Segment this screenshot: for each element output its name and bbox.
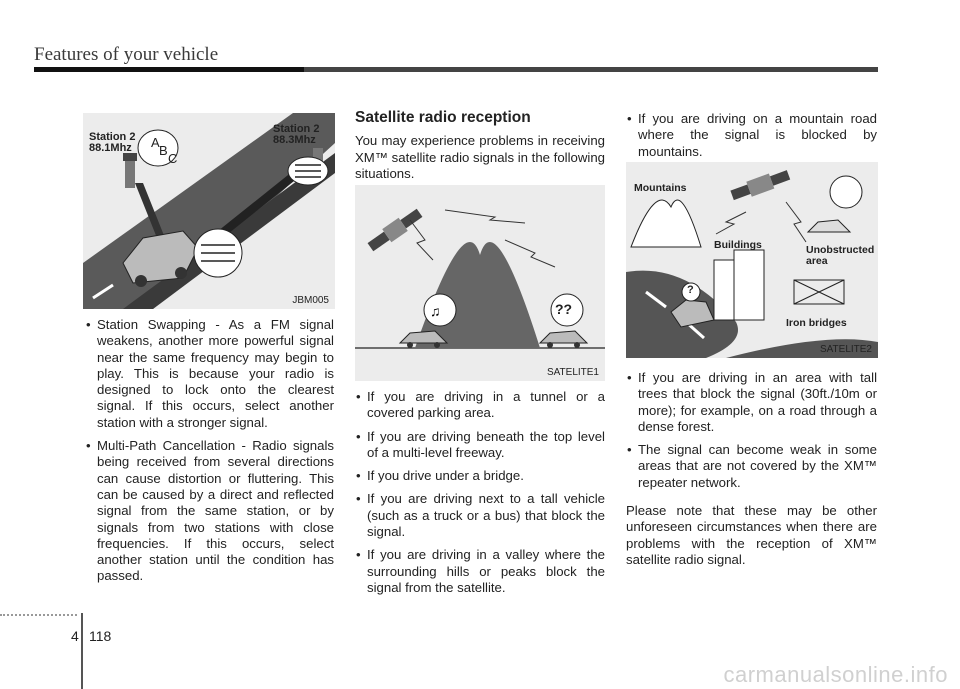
- label-a-bubble: A: [151, 135, 160, 150]
- station-b-label: Station 2: [273, 123, 320, 135]
- middle-column: [355, 110, 605, 182]
- right-bullets: [626, 370, 877, 568]
- figure-satellite-2: [626, 162, 878, 358]
- figure-caption: SATELITE2: [819, 344, 872, 355]
- bullet-multipath: • Multi-Path Cancellation - Radio signals being received from several directions can cause distortion or fluttering. This can be caused by a direct and reflected signal from the same station, or by signals from two stations with close frequencies. If this occurs, select another station until the condition has passed.: [85, 438, 334, 585]
- question-marks: ??: [555, 301, 573, 317]
- freq-b-label: 88.3Mhz: [273, 134, 316, 146]
- right-top: [626, 111, 877, 167]
- label-c-bubble: C: [168, 151, 178, 166]
- satellite-hill-illustration: [355, 185, 605, 381]
- watermark: carmanualsonline.info: [723, 662, 948, 687]
- iron-bridges-label: Iron bridges: [786, 317, 847, 329]
- figure-caption: SATELITE1: [546, 367, 599, 378]
- figure-station-swapping: [83, 113, 335, 309]
- music-note-icon: ♫: [430, 303, 441, 319]
- mountains-label: Mountains: [634, 182, 687, 194]
- question-mark: ?: [687, 284, 694, 296]
- bullet-valley: • If you are driving in a valley where the surrounding hills or peaks block the signal from the satellite.: [355, 547, 605, 596]
- label-b-bubble: B: [159, 143, 168, 158]
- bullet-tall-trees: • If you are driving in an area with tall trees that block the signal (30ft./10m or more); for example, on a road through a dense forest.: [626, 370, 877, 435]
- bullet-station-swapping: • Station Swapping - As a FM signal weakens, another more powerful signal near the same frequency may begin to play. This is because your radio is designed to lock onto the clearest signal. If this occurs, select another station with a stronger signal.: [85, 317, 334, 431]
- figure-caption: JBM005: [292, 295, 329, 306]
- bullet-bridge: • If you drive under a bridge.: [355, 468, 605, 484]
- footer-dotted-line: [0, 614, 77, 616]
- area-label: area: [806, 255, 828, 267]
- chapter-number: 4: [71, 628, 79, 644]
- closing-paragraph: Please note that these may be other unforeseen circumstances when there are problems with the reception of XM™ satellite radio signal.: [626, 503, 877, 567]
- left-column: [85, 317, 334, 592]
- page-header-title: Features of your vehicle: [34, 44, 219, 65]
- footer-vertical-rule: [81, 613, 83, 689]
- buildings-label: Buildings: [714, 239, 762, 251]
- station-a-label: Station 2: [89, 131, 136, 143]
- unobstructed-label: Unobstructed: [806, 244, 875, 256]
- intro-paragraph: You may experience problems in receiving XM™ satellite radio signals in the following situations.: [355, 133, 605, 181]
- bullet-tall-vehicle: • If you are driving next to a tall vehicle (such as a truck or a bus) that block the signal.: [355, 491, 605, 540]
- header-rule: [34, 67, 878, 72]
- page-number: 118: [89, 628, 112, 644]
- bullet-freeway: • If you are driving beneath the top level of a multi-level freeway.: [355, 429, 605, 462]
- bullet-mountain-road: • If you are driving on a mountain road where the signal is blocked by mountains.: [626, 111, 877, 160]
- bullet-repeater: • The signal can become weak in some areas that are not covered by the XM™ repeater network.: [626, 442, 877, 491]
- bullet-tunnel: • If you are driving in a tunnel or a covered parking area.: [355, 389, 605, 422]
- freq-a-label: 88.1Mhz: [89, 142, 132, 154]
- figure-satellite-1: [355, 185, 605, 381]
- middle-bullets: [355, 389, 605, 603]
- section-title: Satellite radio reception: [355, 109, 531, 126]
